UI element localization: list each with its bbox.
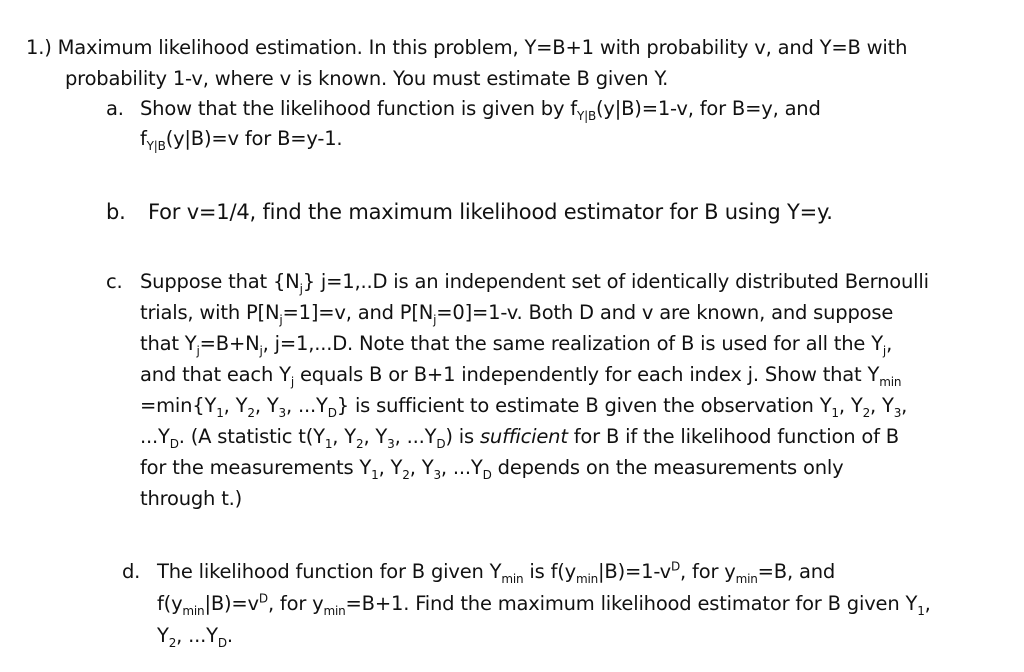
part-c-line-6: $...Y_D$. (A statistic $t(Y_1$, $Y_2$, $Y_3$, $...Y_D$) is sufficient for B if the likelihood function of B — [140, 425, 899, 451]
part-c-line-8: through t.) — [140, 487, 243, 510]
part-c-line-1: Suppose that $\{N_j\}$ j=1,..D is an independent set of identically distributed Bernoulli — [140, 270, 929, 296]
part-a-label: a. — [106, 97, 124, 120]
part-d-line-1: The likelihood function for B given $Y_{min}$ is $f(y_{min}|B)=1-v^D$, for $y_{min}=B$, and — [157, 559, 836, 586]
problem-intro-line-2: probability 1-v, where v is known. You must estimate B given Y. — [65, 67, 669, 90]
part-b-line-1: For v=1/4, find the maximum likelihood estimator for B using Y=y. — [148, 200, 833, 224]
sufficient-emphasis: sufficient — [479, 425, 568, 448]
part-c-line-4: and that each $Y_j$ equals B or B+1 independently for each index j. Show that $Y_{min}$ — [140, 363, 902, 389]
part-c-line-2: trials, with $P[N_j=1]=v$, and $P[N_j=0]=1-v$. Both D and v are known, and suppose — [140, 301, 894, 327]
part-c-line-5: $=\min\{Y_1$, $Y_2$, $Y_3$, $...Y_D$} is sufficient to estimate B given the observation $Y_1$, $Y_2$, $Y_3$, — [140, 394, 908, 420]
part-c-line-7: for the measurements $Y_1$, $Y_2$, $Y_3$, $...Y_D$ depends on the measurements only — [140, 456, 844, 482]
part-c-label: c. — [106, 270, 123, 293]
problem-intro-line-1: 1.) Maximum likelihood estimation. In this problem, Y=B+1 with probability v, and Y=B with — [26, 36, 908, 59]
problem-number: 1.) — [26, 36, 52, 59]
part-a-line-2: $f_{Y|B}(y|B)=v$ for B=y-1. — [140, 127, 343, 153]
part-d-line-2: $f(y_{min}|B)=v^D$, for $y_{min}=B+1$. Find the maximum likelihood estimator for B given $Y_1$, — [157, 591, 931, 618]
part-a-line-1: Show that the likelihood function is given by $f_{Y|B}(y|B)=1-v$, for B=y, and — [140, 97, 821, 123]
part-c-line-3: that $Y_j=B+N_j$, j=1,...D. Note that the same realization of B is used for all the $Y_j$, — [140, 332, 893, 358]
part-d-line-3: $Y_2$, $...Y_D$. — [157, 624, 233, 650]
part-d-label: d. — [122, 560, 141, 583]
part-b-label: b. — [106, 200, 126, 224]
